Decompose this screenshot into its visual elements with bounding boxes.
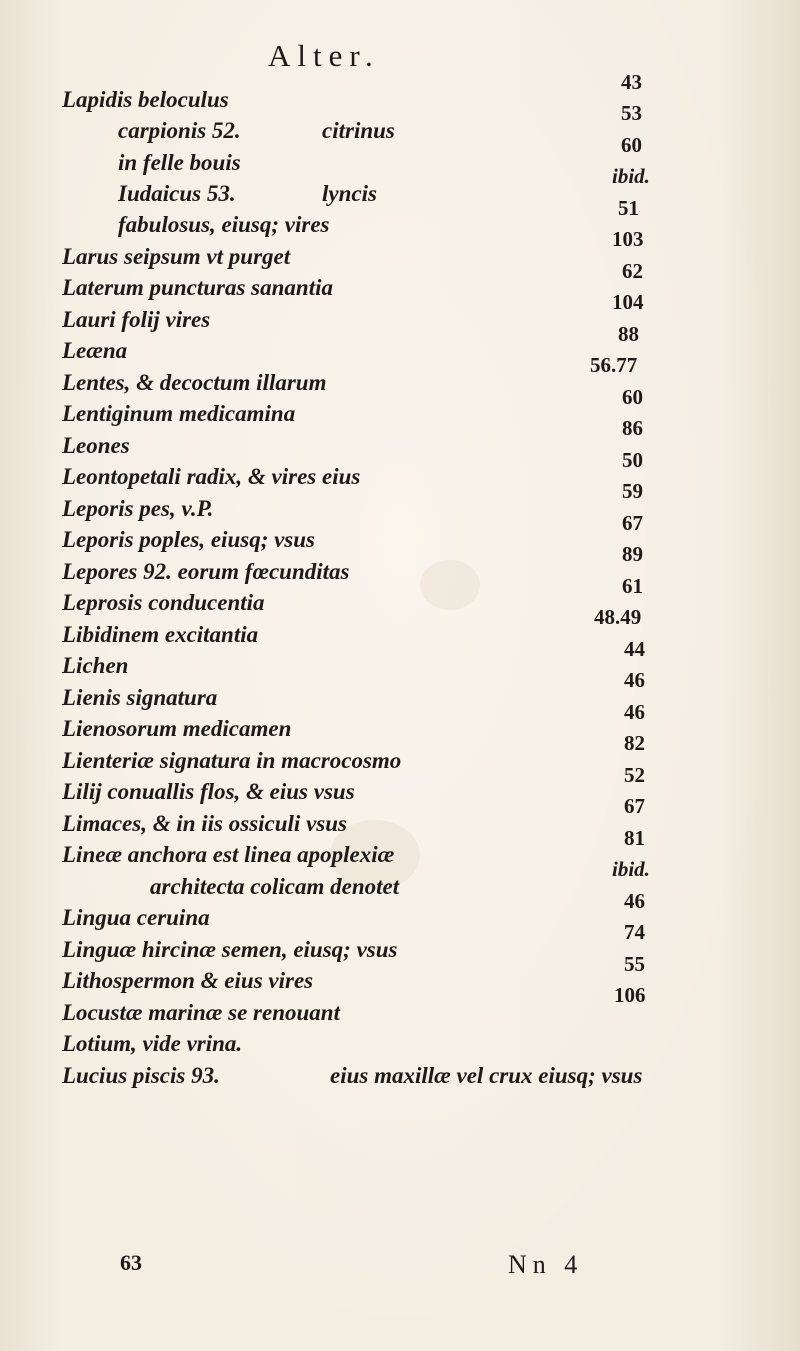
- index-entry-text: Laterum puncturas sanantia: [62, 275, 333, 300]
- page-number: 61: [622, 574, 643, 598]
- index-entry-text: Larus seipsum vt purget: [62, 244, 291, 269]
- page-number: 103: [612, 227, 644, 251]
- index-entry-text: Lentes, & decoctum illarum: [62, 370, 327, 395]
- page-number: 59: [622, 479, 643, 503]
- index-entry-text: citrinus: [322, 118, 395, 143]
- index-entry-text: Lichen: [62, 653, 129, 678]
- page-number: 52: [624, 763, 645, 787]
- page-number: 67: [622, 511, 643, 535]
- page-number: 46: [624, 668, 645, 692]
- index-entry-text: Lauri folij vires: [62, 307, 211, 332]
- index-entry-text: Lienosorum medicamen: [62, 716, 292, 741]
- index-entry-text: Lotium, vide vrina.: [62, 1031, 243, 1056]
- index-entry-text: Lienteriæ signatura in macrocosmo: [62, 748, 402, 773]
- index-entry-text: Linguæ hircinæ semen, eiusq; vsus: [62, 937, 398, 962]
- page-number: 50: [622, 448, 643, 472]
- page-number: 60: [621, 133, 642, 157]
- index-entry-text: lyncis: [322, 181, 377, 206]
- page-number: 43: [621, 70, 642, 94]
- index-entry-text: Iudaicus 53.: [118, 181, 236, 206]
- catchword: 63: [120, 1250, 142, 1275]
- page-number: 104: [612, 290, 644, 314]
- index-entry-text: Lentiginum medicamina: [62, 401, 296, 426]
- page-number: 81: [624, 826, 645, 850]
- index-entry-text: in felle bouis: [118, 150, 241, 175]
- index-entry-text: Lapidis beloculus: [62, 87, 229, 112]
- index-entry-text: carpionis 52.: [118, 118, 241, 143]
- index-entry-text: Leones: [62, 433, 130, 458]
- page-number: 82: [624, 731, 645, 755]
- page-number: ibid.: [612, 857, 650, 881]
- page-number: 67: [624, 794, 645, 818]
- page-number: 46: [624, 700, 645, 724]
- index-entry-text: Leporis pes, v.P.: [62, 496, 214, 521]
- index-entry-text: Lineæ anchora est linea apoplexiæ: [62, 842, 395, 867]
- page-number: 106: [614, 983, 646, 1007]
- page-number: 62: [622, 259, 643, 283]
- page-number: 86: [622, 416, 643, 440]
- page-number: 56.77: [590, 353, 638, 377]
- index-entry-text: Lingua ceruina: [62, 905, 210, 930]
- page-number: 55: [624, 952, 645, 976]
- index-entry-text: Locustæ marinæ se renouant: [62, 1000, 340, 1025]
- page-number: 46: [624, 889, 645, 913]
- page-number: 53: [621, 101, 642, 125]
- page-number: 89: [622, 542, 643, 566]
- index-entry-text: Lithospermon & eius vires: [62, 968, 314, 993]
- signature-mark: Nn 4: [508, 1250, 584, 1279]
- index-entry-text: Leporis poples, eiusq; vsus: [62, 527, 315, 552]
- index-entry-text: eius maxillæ vel crux eiusq; vsus: [330, 1063, 643, 1088]
- index-entry-text: Libidinem excitantia: [62, 622, 259, 647]
- index-entry-text: Lienis signatura: [62, 685, 218, 710]
- index-entry-text: Leæna: [62, 338, 128, 363]
- paper-stain: [420, 560, 480, 610]
- page-number: ibid.: [612, 164, 650, 188]
- page-number: 60: [622, 385, 643, 409]
- page-number: 88: [618, 322, 639, 346]
- page-number: 51: [618, 196, 639, 220]
- index-entry-text: Leontopetali radix, & vires eius: [62, 464, 361, 489]
- page-number: 74: [624, 920, 645, 944]
- page-number: 48.49: [594, 605, 642, 629]
- index-entry-text: Lucius piscis 93.: [62, 1063, 220, 1088]
- index-entry-text: Lilij conuallis flos, & eius vsus: [62, 779, 355, 804]
- running-header: Alter.: [268, 38, 380, 73]
- index-entry-text: architecta colicam denotet: [150, 874, 400, 899]
- page-number: 44: [624, 637, 645, 661]
- index-entry-text: fabulosus, eiusq; vires: [118, 212, 330, 237]
- index-entry-text: Limaces, & in iis ossiculi vsus: [62, 811, 347, 836]
- index-entry-text: Lepores 92. eorum fœcunditas: [62, 559, 350, 584]
- index-entry-text: Leprosis conducentia: [62, 590, 265, 615]
